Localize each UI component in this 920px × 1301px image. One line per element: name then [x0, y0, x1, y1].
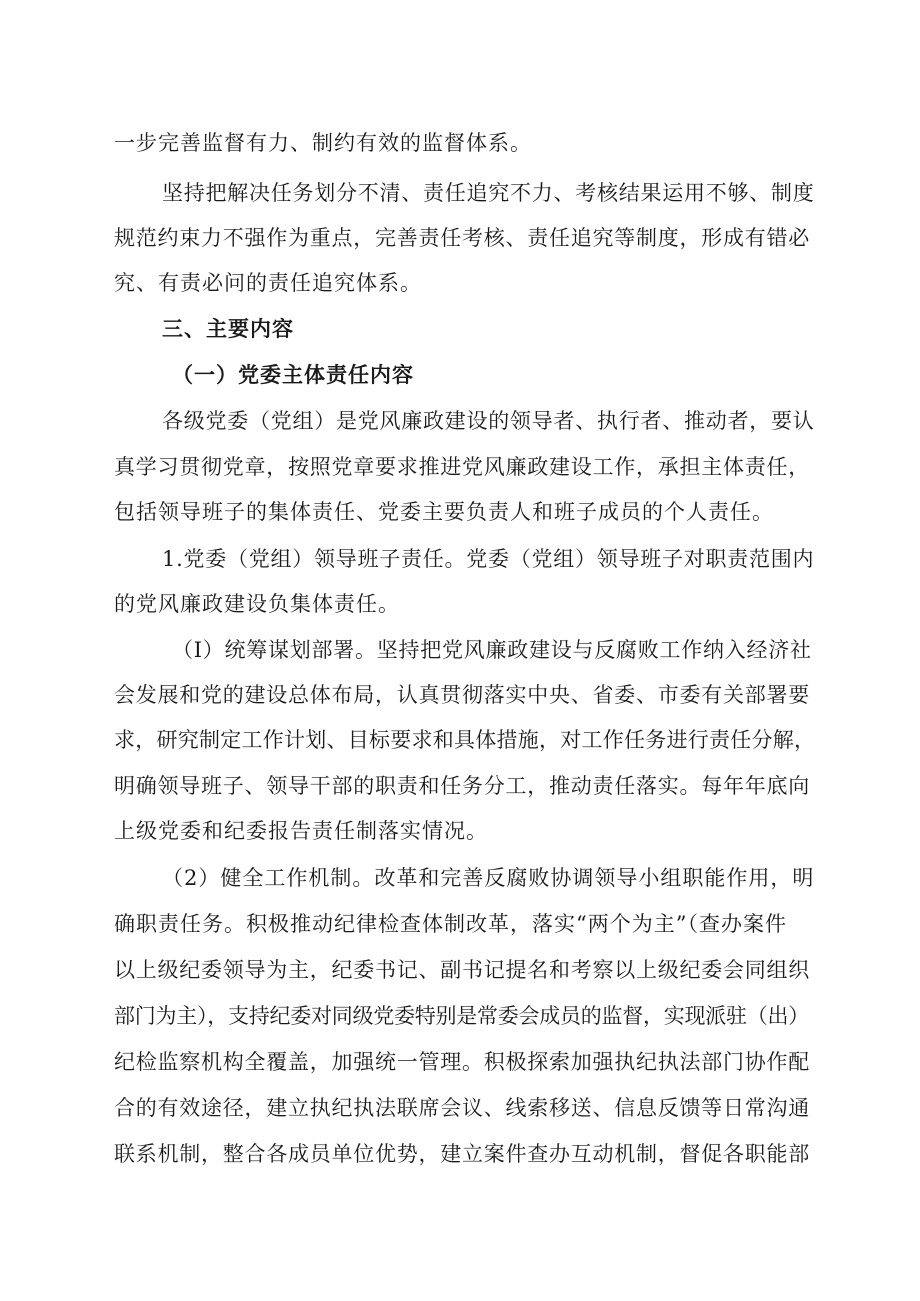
paragraph-line: 上级党委和纪委报告责任制落实情况。 — [114, 819, 488, 843]
paragraph-line: 包括领导班子的集体责任、党委主要负责人和班子成员的个人责任。 — [114, 500, 774, 524]
paragraph-line: （I）统筹谋划部署。坚持把党风廉政建设与反腐败工作纳入经济社 — [172, 638, 812, 662]
paragraph-line: 究、有责必问的责任追究体系。 — [114, 271, 422, 295]
paragraph-line: 确职责任务。积极推动纪律检查体制改革，落实“两个为主”（查办案件 — [114, 912, 787, 936]
section-heading: 三、主要内容 — [162, 317, 294, 341]
paragraph-line: 一步完善监督有力、制约有效的监督体系。 — [114, 131, 532, 155]
subsection-heading: （一）党委主体责任内容 — [172, 363, 414, 387]
paragraph-line: （2）健全工作机制。改革和完善反腐败协调领导小组职能作用，明 — [162, 866, 815, 890]
paragraph-line: 合的有效途径，建立执纪执法联席会议、线索移送、信息反馈等日常沟通 — [114, 1096, 810, 1120]
paragraph-line: 真学习贯彻党章，按照党章要求推进党风廉政建设工作，承担主体责任， — [114, 455, 810, 479]
paragraph-line: 明确领导班子、领导干部的职责和任务分工，推动责任落实。每年年底向 — [114, 774, 810, 798]
paragraph-line: 以上级纪委领导为主，纪委书记、副书记提名和考察以上级纪委会同组织 — [114, 958, 810, 982]
paragraph-line: 部门为主），支持纪委对同级党委特别是常委会成员的监督，实现派驻（出） — [114, 1004, 809, 1028]
paragraph-line: 各级党委（党组）是党风廉政建设的领导者、执行者、推动者，要认 — [162, 409, 815, 433]
paragraph-line: 的党风廉政建设负集体责任。 — [114, 592, 400, 616]
paragraph-line: 纪检监察机构全覆盖，加强统一管理。积极探索加强执纪执法部门协作配 — [114, 1050, 810, 1074]
paragraph-line: 1.党委（党组）领导班子责任。党委（党组）领导班子对职责范围内 — [162, 547, 815, 571]
paragraph-line: 求，研究制定工作计划、目标要求和具体措施，对工作任务进行责任分解， — [114, 728, 816, 752]
paragraph-line: 坚持把解决任务划分不清、责任追究不力、考核结果运用不够、制度 — [162, 181, 815, 205]
paragraph-line: 联系机制，整合各成员单位优势，建立案件查办互动机制，督促各职能部 — [114, 1142, 810, 1166]
paragraph-line: 会发展和党的建设总体布局，认真贯彻落实中央、省委、市委有关部署要 — [114, 683, 810, 707]
paragraph-line: 规范约束力不强作为重点，完善责任考核、责任追究等制度，形成有错必 — [114, 226, 810, 250]
